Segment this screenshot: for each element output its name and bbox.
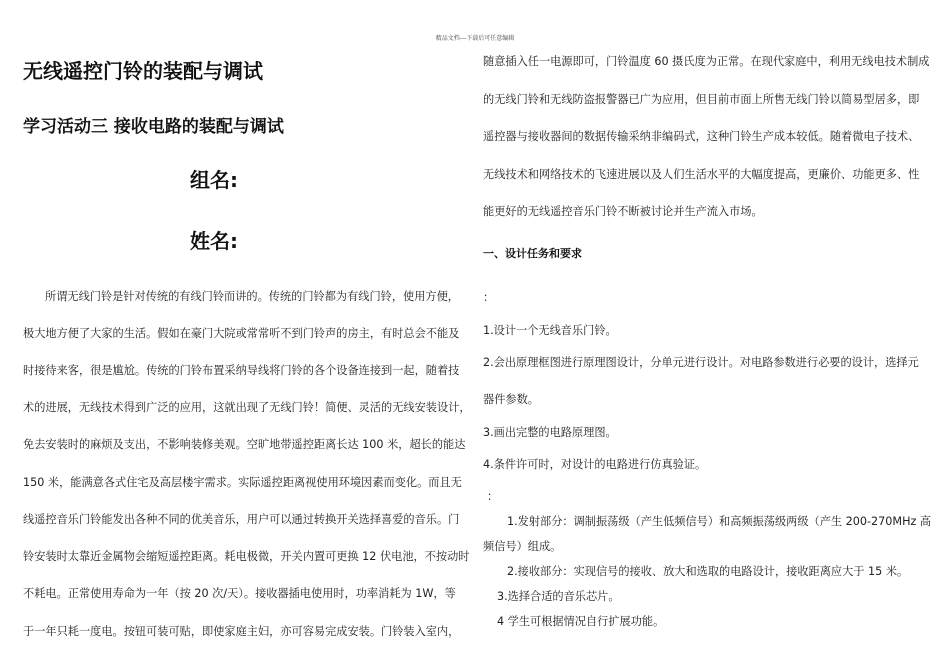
left-paragraph-line: 免去安装时的麻烦及支出，不影响装修美观。空旷地带遥控距离长达 100 米，超长的能达 (23, 438, 466, 451)
left-paragraph-line: 术的进展，无线技术得到广泛的应用，这就出现了无线门铃！简便、灵活的无线安装设计， (23, 401, 471, 414)
left-paragraph-line: 不耗电。正常使用寿命为一年（按 20 次/天）。接收器插电使用时，功率消耗为 1W，等 (23, 587, 456, 600)
right-paragraph-line: 能更好的无线遥控音乐门铃不断被讨论并生产流入市场。 (483, 205, 763, 218)
colon-marker: ： (483, 291, 495, 304)
requirement-item: 4 学生可根据情况自行扩展功能。 (497, 615, 665, 628)
task-item: 器件参数。 (483, 393, 539, 406)
task-item: 3.画出完整的电路原理图。 (483, 426, 617, 439)
colon-marker: ： (487, 490, 499, 503)
group-name-label: 组名: (190, 168, 238, 192)
right-paragraph-line: 随意插入任一电源即可，门铃温度 60 摄氏度为正常。在现代家庭中，利用无线电技术制成 (483, 55, 930, 68)
left-paragraph-line: 所谓无线门铃是针对传统的有线门铃而讲的。传统的门铃都为有线门铃，使用方便， (45, 290, 459, 303)
requirement-item: 1.发射部分：调制振荡级（产生低频信号）和高频振荡级两级（产生 200-270MHz 高 (507, 515, 932, 528)
left-paragraph-line: 于一年只耗一度电。按钮可装可贴，即使家庭主妇，亦可容易完成安装。门铃装入室内， (23, 625, 460, 638)
left-paragraph-line: 150 米，能满意各式住宅及高层楼宇需求。实际遥控距离视使用环境因素而变化。而且无 (23, 476, 462, 489)
requirement-item: 3.选择合适的音乐芯片。 (497, 590, 620, 603)
task-item: 1.设计一个无线音乐门铃。 (483, 324, 617, 337)
requirement-item: 2.接收部分：实现信号的接收、放大和选取的电路设计，接收距离应大于 15 米。 (507, 565, 909, 578)
right-paragraph-line: 的无线门铃和无线防盗报警器已广为应用，但目前市面上所售无线门铃以简易型居多，即 (483, 93, 920, 106)
section-heading: 一、设计任务和要求 (483, 247, 582, 260)
right-paragraph-line: 遥控器与接收器间的数据传输采纳非编码式，这种门铃生产成本较低。随着微电子技术、 (483, 130, 920, 143)
header-note: 精品文档---下载后可任意编辑 (435, 35, 515, 42)
left-paragraph-line: 极大地方便了大家的生活。假如在豪门大院或常常听不到门铃声的房主，有时总会不能及 (23, 327, 460, 340)
task-item: 2.会出原理框图进行原理图设计，分单元进行设计。对电路参数进行必要的设计，选择元 (483, 356, 919, 369)
activity-subtitle: 学习活动三 接收电路的装配与调试 (23, 117, 284, 137)
left-paragraph-line: 铃安装时太靠近金属物会缩短遥控距离。耗电极微，开关内置可更换 12 伏电池，不按动时 (23, 550, 470, 563)
task-item: 4.条件许可时，对设计的电路进行仿真验证。 (483, 458, 707, 471)
student-name-label: 姓名: (190, 229, 238, 253)
requirement-item: 频信号）组成。 (483, 540, 562, 553)
left-paragraph-line: 线遥控音乐门铃能发出各种不同的优美音乐，用户可以通过转换开关选择喜爱的音乐。门 (23, 513, 460, 526)
document-title: 无线遥控门铃的装配与调试 (23, 59, 263, 83)
right-paragraph-line: 无线技术和网络技术的飞速进展以及人们生活水平的大幅度提高，更廉价、功能更多、性 (483, 168, 920, 181)
left-paragraph-line: 时接待来客，很是尴尬。传统的门铃布置采纳导线将门铃的各个设备连接到一起，随着技 (23, 364, 460, 377)
